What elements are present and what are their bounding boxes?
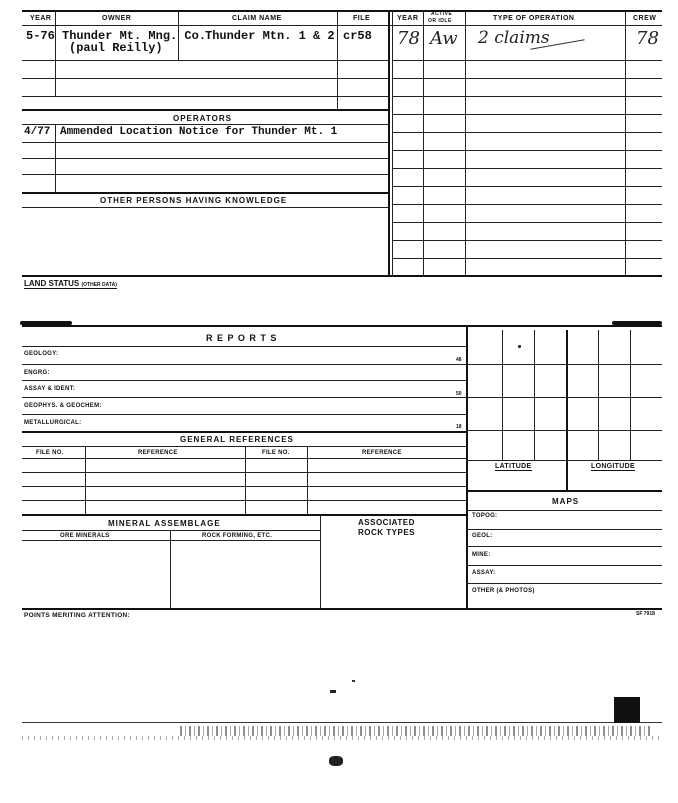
gen-ref-bottom (22, 514, 466, 516)
bottom-edge-line (22, 722, 662, 723)
gen-ref-header-ref2: REFERENCE (362, 450, 402, 456)
general-references-title: GENERAL REFERENCES (180, 435, 294, 444)
scan-speck-2 (352, 680, 355, 682)
maps-line-4 (466, 583, 662, 584)
maps-geol-label: GEOL: (472, 533, 493, 539)
mineral-right-border (320, 514, 321, 608)
grid-col-3 (598, 330, 599, 460)
maps-header-line (466, 510, 662, 511)
report-geology-num: 48 (456, 357, 462, 363)
row1-owner-line2: (paul Reilly) (69, 41, 163, 55)
land-status-heading (24, 279, 117, 289)
reports-title: R E P O R T S (206, 333, 278, 343)
handwritten-year: 78 (397, 28, 420, 49)
associated-rock-types-line1: ASSOCIATED (358, 518, 415, 527)
report-assay-num: 50 (456, 391, 462, 397)
reports-header-line (22, 346, 466, 347)
operators-label: OPERATORS (173, 114, 232, 123)
grid-col-center (566, 330, 568, 490)
gen-ref-col-1 (85, 446, 86, 514)
grid-col-1 (502, 330, 503, 460)
maps-other-label: OTHER (& PHOTOS) (472, 588, 535, 594)
right-row-line-4 (392, 114, 662, 115)
left-row-line-3 (22, 96, 388, 97)
gen-ref-col-3 (307, 446, 308, 514)
other-persons-divider (22, 207, 388, 208)
associated-rock-types-line2: ROCK TYPES (358, 528, 416, 537)
operators-entry-text: Ammended Location Notice for Thunder Mt. 1 (60, 126, 338, 138)
handwritten-crew: 78 (636, 28, 659, 49)
right-row-line-7 (392, 168, 662, 169)
handwritten-active: Aw (430, 28, 458, 49)
grid-row-2 (466, 397, 662, 398)
grid-col-4 (630, 330, 631, 460)
scan-blot (329, 756, 343, 766)
registration-mark (614, 697, 640, 723)
report-line-5 (22, 431, 466, 433)
right-row-line-12 (392, 258, 662, 259)
claim-name-header: CLAIM NAME (232, 15, 282, 22)
mineral-header-line (22, 540, 320, 541)
owner-header: OWNER (102, 15, 132, 22)
crew-header: CREW (633, 15, 657, 22)
scan-noise-band (180, 726, 650, 736)
grid-row-1 (466, 364, 662, 365)
right-year-col-line (423, 12, 424, 276)
rock-forming-label: ROCK FORMING, ETC. (202, 533, 273, 539)
year2-header: YEAR (397, 15, 419, 22)
right-row-line-8 (392, 186, 662, 187)
grid-row-3 (466, 430, 662, 431)
report-line-1 (22, 364, 466, 365)
gen-ref-header-file2: FILE NO. (262, 450, 290, 456)
other-persons-top-line (22, 192, 388, 194)
row1-file: cr58 (343, 29, 372, 43)
right-row-line-11 (392, 240, 662, 241)
year-header: YEAR (30, 15, 52, 22)
operators-row-line-2 (22, 158, 388, 159)
ore-minerals-label: ORE MINERALS (60, 533, 110, 539)
gen-ref-line-3 (22, 472, 466, 473)
left-right-divider-2 (392, 12, 393, 276)
right-row-line-6 (392, 150, 662, 151)
left-row-line-1 (22, 60, 388, 61)
active-header-line1: ACTIVE (431, 11, 453, 17)
row1-year: 5-76 (26, 29, 55, 43)
operators-row-line-1 (22, 142, 388, 143)
report-assay-label: ASSAY & IDENT: (24, 386, 76, 392)
gen-ref-header-ref1: REFERENCE (138, 450, 178, 456)
year-col-line (55, 12, 56, 96)
top-table-bottom (22, 275, 662, 277)
right-row-line-2 (392, 78, 662, 79)
scan-noise-band-2 (22, 736, 662, 740)
report-engrg-label: ENGRG: (24, 370, 50, 376)
lower-bottom-border (22, 608, 662, 610)
land-status-label: LAND STATUS (24, 279, 80, 288)
gen-ref-line-4 (22, 486, 466, 487)
form-code: SF 7918 (636, 611, 655, 617)
row1-claim-name: Thunder Mtn. 1 & 2 (205, 29, 335, 43)
report-metallurgical-label: METALLURGICAL: (24, 420, 82, 426)
operators-row-line-3 (22, 174, 388, 175)
type-col-line (625, 12, 626, 276)
report-line-3 (22, 397, 466, 398)
report-geology-label: GEOLOGY: (24, 351, 59, 357)
maps-assay-label: ASSAY: (472, 570, 496, 576)
right-row-line-5 (392, 132, 662, 133)
mineral-col-line (170, 530, 171, 608)
grid-dot (518, 345, 521, 348)
maps-line-2 (466, 546, 662, 547)
maps-topog-label: TOPOG: (472, 513, 498, 519)
report-geophys-label: GEOPHYS. & GEOCHEM: (24, 403, 102, 409)
mineral-assemblage-title: MINERAL ASSEMBLAGE (108, 519, 221, 528)
gen-ref-line-1 (22, 446, 466, 447)
handwritten-operation: 2 claims (478, 28, 550, 48)
other-persons-label: OTHER PERSONS HAVING KNOWLEDGE (100, 196, 288, 205)
maps-line-1 (466, 529, 662, 530)
gen-ref-line-2 (22, 458, 466, 459)
row1-owner: Thunder Mt. Mng. Co. (62, 29, 207, 43)
land-status-sub: (OTHER DATA) (81, 282, 117, 288)
grid-col-2 (534, 330, 535, 460)
gen-ref-header-file1: FILE NO. (36, 450, 64, 456)
right-row-line-1 (392, 60, 662, 61)
active-col-line (465, 12, 466, 276)
top-border (22, 10, 662, 12)
operators-divider (22, 124, 388, 125)
operators-entry-year: 4/77 (24, 126, 51, 138)
maps-mine-label: MINE: (472, 552, 491, 558)
points-meriting-attention: POINTS MERITING ATTENTION: (24, 612, 131, 619)
mineral-divider (22, 530, 320, 531)
report-line-2 (22, 380, 466, 381)
left-row-line-2 (22, 78, 388, 79)
longitude-label: LONGITUDE (591, 463, 635, 470)
right-row-line-3 (392, 96, 662, 97)
lower-top-border (22, 325, 662, 327)
file-header: FILE (353, 15, 371, 22)
maps-title: MAPS (552, 497, 580, 506)
operators-top-line (22, 109, 388, 111)
active-header-line2: OR IDLE (428, 18, 452, 24)
scan-speck-1 (330, 690, 336, 693)
grid-row-4 (466, 460, 662, 461)
right-row-line-9 (392, 204, 662, 205)
latitude-label: LATITUDE (495, 463, 532, 470)
report-metallurgical-num: 18 (456, 424, 462, 430)
maps-top-line (466, 490, 662, 492)
header-divider (22, 25, 662, 26)
type-of-operation-header: TYPE OF OPERATION (493, 15, 575, 22)
left-right-divider (388, 12, 390, 276)
gen-ref-line-5 (22, 500, 466, 501)
maps-line-3 (466, 565, 662, 566)
report-line-4 (22, 414, 466, 415)
right-row-line-10 (392, 222, 662, 223)
gen-ref-col-2 (245, 446, 246, 514)
